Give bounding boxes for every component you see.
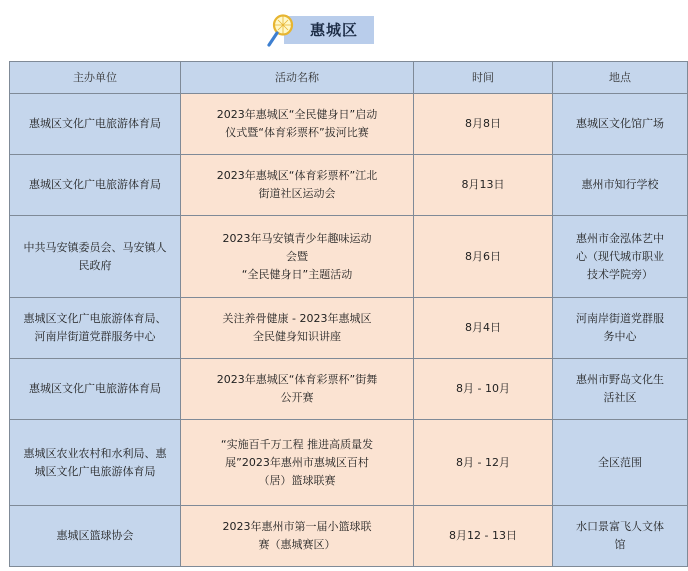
time-cell: 8月 - 12月 xyxy=(414,420,553,506)
time-cell: 8月 - 10月 xyxy=(414,359,553,420)
table-row xyxy=(10,155,688,216)
header-organizer: 主办单位 xyxy=(10,62,181,94)
organizer-cell: 惠城区文化广电旅游体育局、 河南岸街道党群服务中心 xyxy=(10,298,181,359)
table-row xyxy=(10,298,688,359)
table-row xyxy=(10,359,688,420)
activity-cell: 2023年马安镇青少年趣味运动 会暨 “全民健身日”主题活动 xyxy=(181,216,414,298)
time-cell: 8月6日 xyxy=(414,216,553,298)
table-row xyxy=(10,94,688,155)
location-cell: 惠州市野岛文化生 活社区 xyxy=(553,359,688,420)
location-cell: 惠城区文化馆广场 xyxy=(553,94,688,155)
activity-cell: 2023年惠城区“体育彩票杯”街舞 公开赛 xyxy=(181,359,414,420)
location-cell: 惠州市知行学校 xyxy=(553,155,688,216)
organizer-cell: 惠城区篮球协会 xyxy=(10,506,181,567)
table-row xyxy=(10,216,688,298)
organizer-cell: 中共马安镇委员会、马安镇人 民政府 xyxy=(10,216,181,298)
organizer-cell: 惠城区文化广电旅游体育局 xyxy=(10,155,181,216)
banner-title: 惠城区 xyxy=(310,21,359,39)
location-cell: 全区范围 xyxy=(553,420,688,506)
activity-cell: 2023年惠城区“全民健身日”启动 仪式暨“体育彩票杯”拔河比赛 xyxy=(181,94,414,155)
events-table xyxy=(9,61,688,567)
organizer-cell: 惠城区文化广电旅游体育局 xyxy=(10,94,181,155)
location-cell: 河南岸街道党群服 务中心 xyxy=(553,298,688,359)
header-activity: 活动名称 xyxy=(181,62,414,94)
header-location: 地点 xyxy=(553,62,688,94)
location-cell: 惠州市金泓体艺中 心（现代城市职业 技术学院旁） xyxy=(553,216,688,298)
table-header-row xyxy=(10,62,688,94)
table-row xyxy=(10,420,688,506)
time-cell: 8月8日 xyxy=(414,94,553,155)
time-cell: 8月4日 xyxy=(414,298,553,359)
organizer-cell: 惠城区文化广电旅游体育局 xyxy=(10,359,181,420)
organizer-cell: 惠城区农业农村和水利局、惠 城区文化广电旅游体育局 xyxy=(10,420,181,506)
activity-cell: “实施百千万工程 推进高质量发 展”2023年惠州市惠城区百村 （居）篮球联赛 xyxy=(181,420,414,506)
section-banner xyxy=(266,14,378,48)
time-cell: 8月12 - 13日 xyxy=(414,506,553,567)
table-row xyxy=(10,506,688,567)
activity-cell: 关注养骨健康 - 2023年惠城区 全民健身知识讲座 xyxy=(181,298,414,359)
activity-cell: 2023年惠州市第一届小篮球联 赛（惠城赛区） xyxy=(181,506,414,567)
badminton-racket-icon xyxy=(266,14,296,48)
location-cell: 水口景富飞人文体 馆 xyxy=(553,506,688,567)
header-time: 时间 xyxy=(414,62,553,94)
activity-cell: 2023年惠城区“体育彩票杯”江北 街道社区运动会 xyxy=(181,155,414,216)
time-cell: 8月13日 xyxy=(414,155,553,216)
